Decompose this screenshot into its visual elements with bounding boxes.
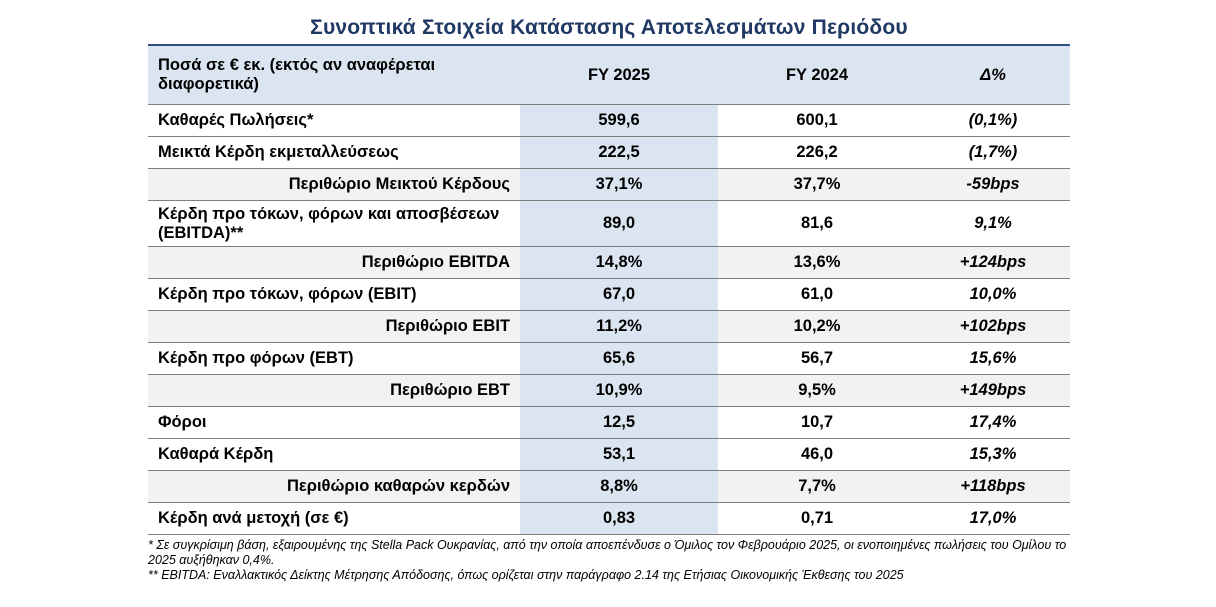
row-label: Περιθώριο EBT <box>148 375 520 407</box>
row-fy2025-value: 89,0 <box>520 201 718 247</box>
row-label: Φόροι <box>148 407 520 439</box>
row-fy2024-value: 9,5% <box>718 375 916 407</box>
row-fy2025-value: 599,6 <box>520 105 718 137</box>
row-fy2024-value: 7,7% <box>718 471 916 503</box>
table-row <box>148 247 1070 279</box>
table-row <box>148 201 1070 247</box>
row-label: Περιθώριο EBITDA <box>148 247 520 279</box>
row-fy2025-value: 10,9% <box>520 375 718 407</box>
row-delta-value: 17,4% <box>916 407 1070 439</box>
table-row <box>148 311 1070 343</box>
row-fy2025-value: 67,0 <box>520 279 718 311</box>
footnotes <box>148 538 1078 583</box>
row-delta-value: +124bps <box>916 247 1070 279</box>
row-fy2024-value: 81,6 <box>718 201 916 247</box>
row-fy2024-value: 0,71 <box>718 503 916 535</box>
row-delta-value: 17,0% <box>916 503 1070 535</box>
row-fy2024-value: 37,7% <box>718 169 916 201</box>
row-delta-value: 10,0% <box>916 279 1070 311</box>
row-delta-value: 9,1% <box>916 201 1070 247</box>
row-delta-value: (1,7%) <box>916 137 1070 169</box>
income-statement-table <box>148 44 1070 535</box>
table-row <box>148 169 1070 201</box>
row-label: Καθαρές Πωλήσεις* <box>148 105 520 137</box>
row-fy2025-value: 53,1 <box>520 439 718 471</box>
row-fy2024-value: 13,6% <box>718 247 916 279</box>
row-fy2025-value: 14,8% <box>520 247 718 279</box>
row-label: Περιθώριο Μεικτού Κέρδους <box>148 169 520 201</box>
table-row <box>148 137 1070 169</box>
row-delta-value: -59bps <box>916 169 1070 201</box>
row-fy2024-value: 10,7 <box>718 407 916 439</box>
row-label: Κέρδη προ τόκων, φόρων και αποσβέσεων (EBITDA)** <box>148 201 520 247</box>
row-fy2024-value: 600,1 <box>718 105 916 137</box>
row-delta-value: +149bps <box>916 375 1070 407</box>
row-fy2024-value: 10,2% <box>718 311 916 343</box>
table-row <box>148 407 1070 439</box>
row-fy2025-value: 37,1% <box>520 169 718 201</box>
row-fy2025-value: 8,8% <box>520 471 718 503</box>
row-label: Μεικτά Κέρδη εκμεταλλεύσεως <box>148 137 520 169</box>
page-title: Συνοπτικά Στοιχεία Κατάστασης Αποτελεσμάτων Περιόδου <box>310 16 908 39</box>
header-fy2024: FY 2024 <box>718 45 916 105</box>
row-fy2025-value: 12,5 <box>520 407 718 439</box>
row-fy2024-value: 226,2 <box>718 137 916 169</box>
row-label: Περιθώριο EBIT <box>148 311 520 343</box>
header-delta: Δ% <box>916 45 1070 105</box>
row-delta-value: +102bps <box>916 311 1070 343</box>
row-delta-value: +118bps <box>916 471 1070 503</box>
row-label: Κέρδη προ τόκων, φόρων (EBIT) <box>148 279 520 311</box>
row-fy2025-value: 0,83 <box>520 503 718 535</box>
row-fy2025-value: 222,5 <box>520 137 718 169</box>
row-delta-value: 15,6% <box>916 343 1070 375</box>
row-label: Καθαρά Κέρδη <box>148 439 520 471</box>
row-fy2024-value: 46,0 <box>718 439 916 471</box>
row-delta-value: (0,1%) <box>916 105 1070 137</box>
header-fy2025: FY 2025 <box>520 45 718 105</box>
table-row <box>148 343 1070 375</box>
table-row <box>148 439 1070 471</box>
row-fy2024-value: 56,7 <box>718 343 916 375</box>
table-row <box>148 279 1070 311</box>
table-row <box>148 503 1070 535</box>
header-label: Ποσά σε € εκ. (εκτός αν αναφέρεται διαφορετικά) <box>148 45 520 105</box>
row-fy2024-value: 61,0 <box>718 279 916 311</box>
table-row <box>148 471 1070 503</box>
footnote-sales: * Σε συγκρίσιμη βάση, εξαιρουμένης της Stella Pack Ουκρανίας, από την οποία αποεπένδυσε ο Όμιλος τον Φεβρουάριο 2025, οι ενοποιημένες πωλήσεις του Ομίλου το 2025 αυξήθηκαν 0,4%. <box>148 538 1067 567</box>
table-row <box>148 375 1070 407</box>
table-row <box>148 105 1070 137</box>
row-label: Κέρδη προ φόρων (EBT) <box>148 343 520 375</box>
row-label: Κέρδη ανά μετοχή (σε €) <box>148 503 520 535</box>
row-delta-value: 15,3% <box>916 439 1070 471</box>
row-label: Περιθώριο καθαρών κερδών <box>148 471 520 503</box>
footnote-ebitda: ** EBITDA: Εναλλακτικός Δείκτης Μέτρησης Απόδοσης, όπως ορίζεται στην παράγραφο 2.14 της Ετήσιας Οικονομικής Έκθεσης του 2025 <box>148 568 904 582</box>
row-fy2025-value: 65,6 <box>520 343 718 375</box>
table-header-row <box>148 45 1070 105</box>
row-fy2025-value: 11,2% <box>520 311 718 343</box>
